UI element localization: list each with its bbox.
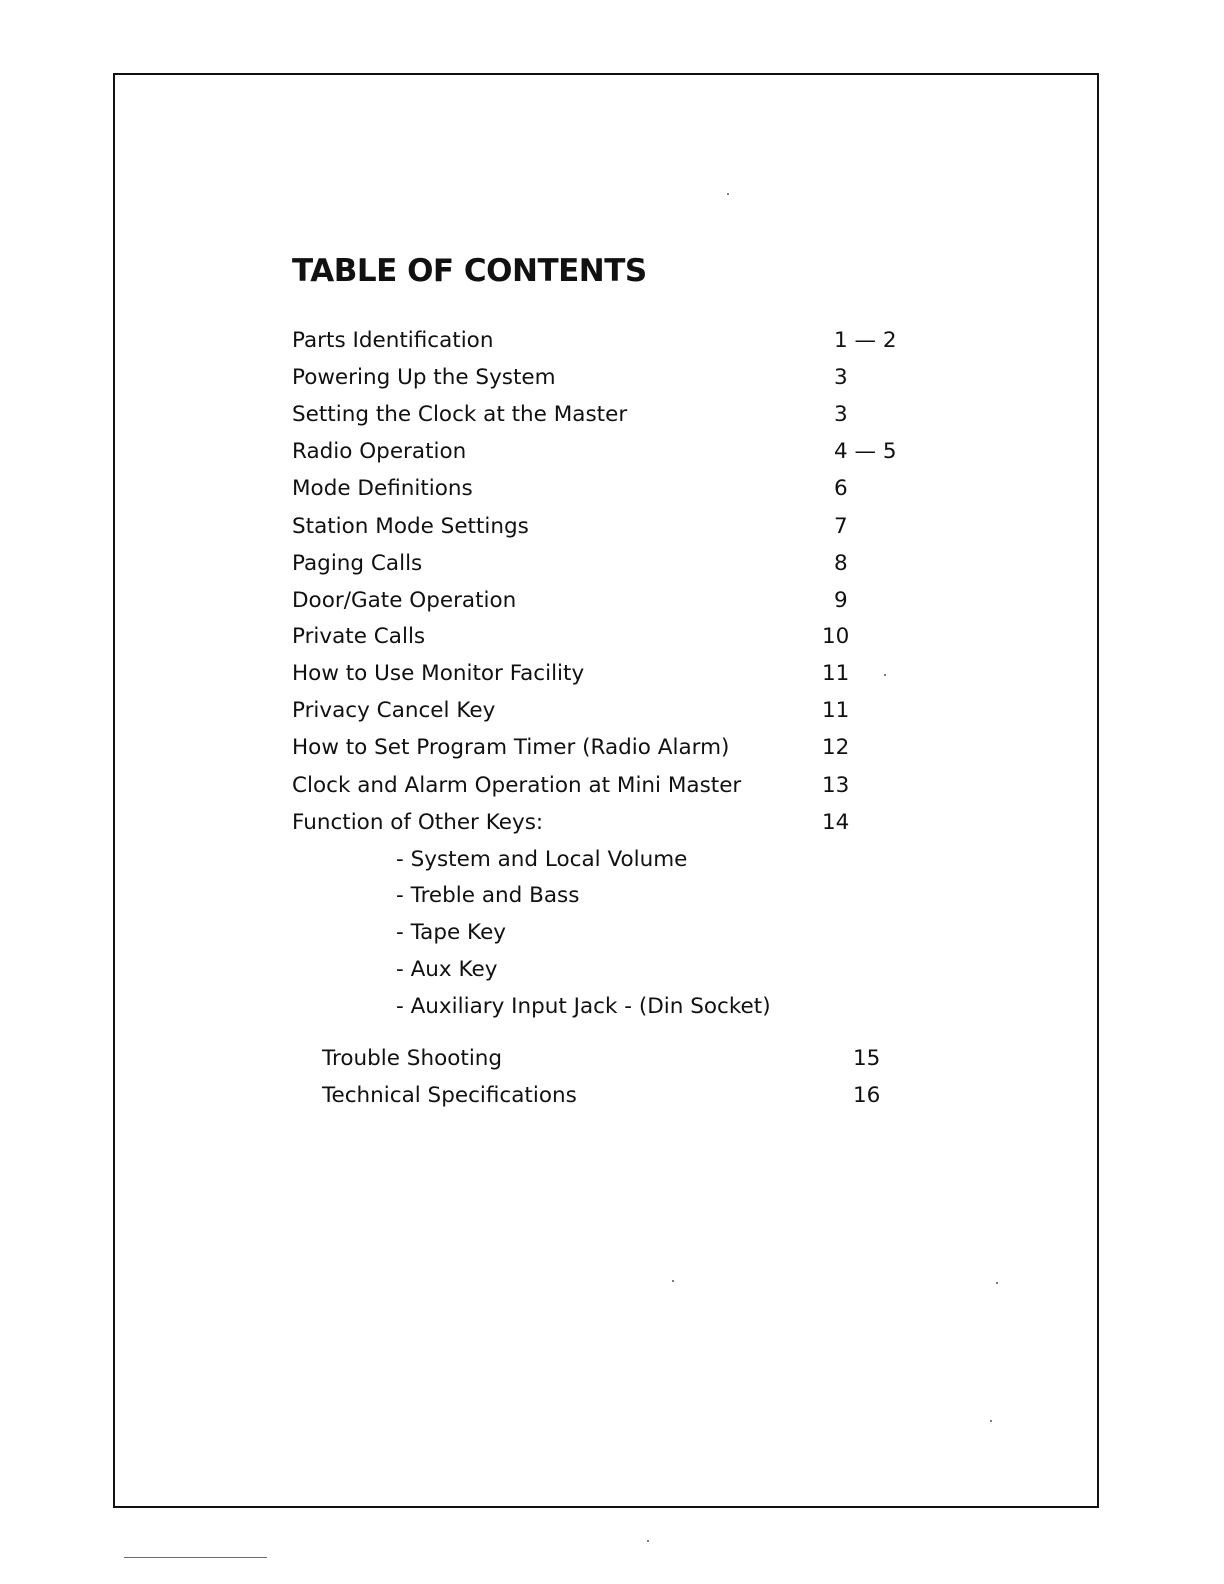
toc-entry-page: 15 [853,1046,881,1071]
toc-sub-entry: - Aux Key [396,957,498,982]
toc-entry-label: Private Calls [292,624,426,649]
toc-entry-label: Setting the Clock at the Master [292,402,628,427]
toc-sub-entry: - Treble and Bass [396,883,580,908]
toc-entry-label: Technical Specifications [322,1083,577,1108]
toc-entry [292,474,912,504]
toc-entry-page: 6 [834,476,848,501]
toc-sub-entry: - Auxiliary Input Jack - (Din Socket) [396,994,771,1019]
toc-entry [292,771,912,801]
scan-speck [672,1280,674,1282]
toc-entry [322,1044,912,1074]
toc-entry-label: Clock and Alarm Operation at Mini Master [292,773,742,798]
toc-entry-page: 13 [822,773,850,798]
toc-entry [292,437,912,467]
toc-entry-page: 1 — 2 [834,328,897,353]
toc-entry-page: 11 [822,661,850,686]
toc-entry [292,586,912,616]
toc-entry-label: Function of Other Keys: [292,810,544,835]
toc-entry [322,1081,912,1111]
scan-speck [884,674,886,676]
toc-entry-label: Mode Definitions [292,476,473,501]
toc-title: TABLE OF CONTENTS [292,253,647,289]
toc-entry [292,400,912,430]
toc-entry-page: 11 [822,698,850,723]
toc-sub-entry: - Tape Key [396,920,507,945]
toc-entry-label: Trouble Shooting [322,1046,503,1071]
toc-entry-page: 3 [834,402,848,427]
toc-entry [292,512,912,542]
toc-entry-label: How to Set Program Timer (Radio Alarm) [292,735,730,760]
scan-speck [996,1282,998,1284]
toc-entry-page: 8 [834,551,848,576]
scan-speck [990,1420,992,1422]
bottom-underline-mark [124,1557,267,1558]
toc-entry-label: Station Mode Settings [292,514,529,539]
toc-sub-entry: - System and Local Volume [396,847,688,872]
scan-speck [727,193,729,195]
toc-entry-page: 14 [822,810,850,835]
toc-entry-page: 3 [834,365,848,390]
toc-entry [292,659,912,689]
toc-entry-label: Door/Gate Operation [292,588,517,613]
toc-entry-label: Parts Identification [292,328,494,353]
toc-entry [292,549,912,579]
toc-entry-label: Powering Up the System [292,365,556,390]
toc-entry [292,363,912,393]
toc-entry [292,622,912,652]
toc-entry-page: 4 — 5 [834,439,897,464]
toc-entry-label: How to Use Monitor Facility [292,661,585,686]
toc-entry [292,808,912,838]
toc-entry-page: 9 [834,588,848,613]
toc-entry-page: 7 [834,514,848,539]
toc-entry-label: Paging Calls [292,551,423,576]
scan-speck [647,1540,649,1542]
toc-entry-page: 16 [853,1083,881,1108]
toc-entry-page: 10 [822,624,850,649]
toc-entry [292,733,912,763]
toc-entry-label: Radio Operation [292,439,467,464]
toc-entry [292,696,912,726]
toc-entry-label: Privacy Cancel Key [292,698,496,723]
toc-entry-page: 12 [822,735,850,760]
toc-entry [292,326,912,356]
